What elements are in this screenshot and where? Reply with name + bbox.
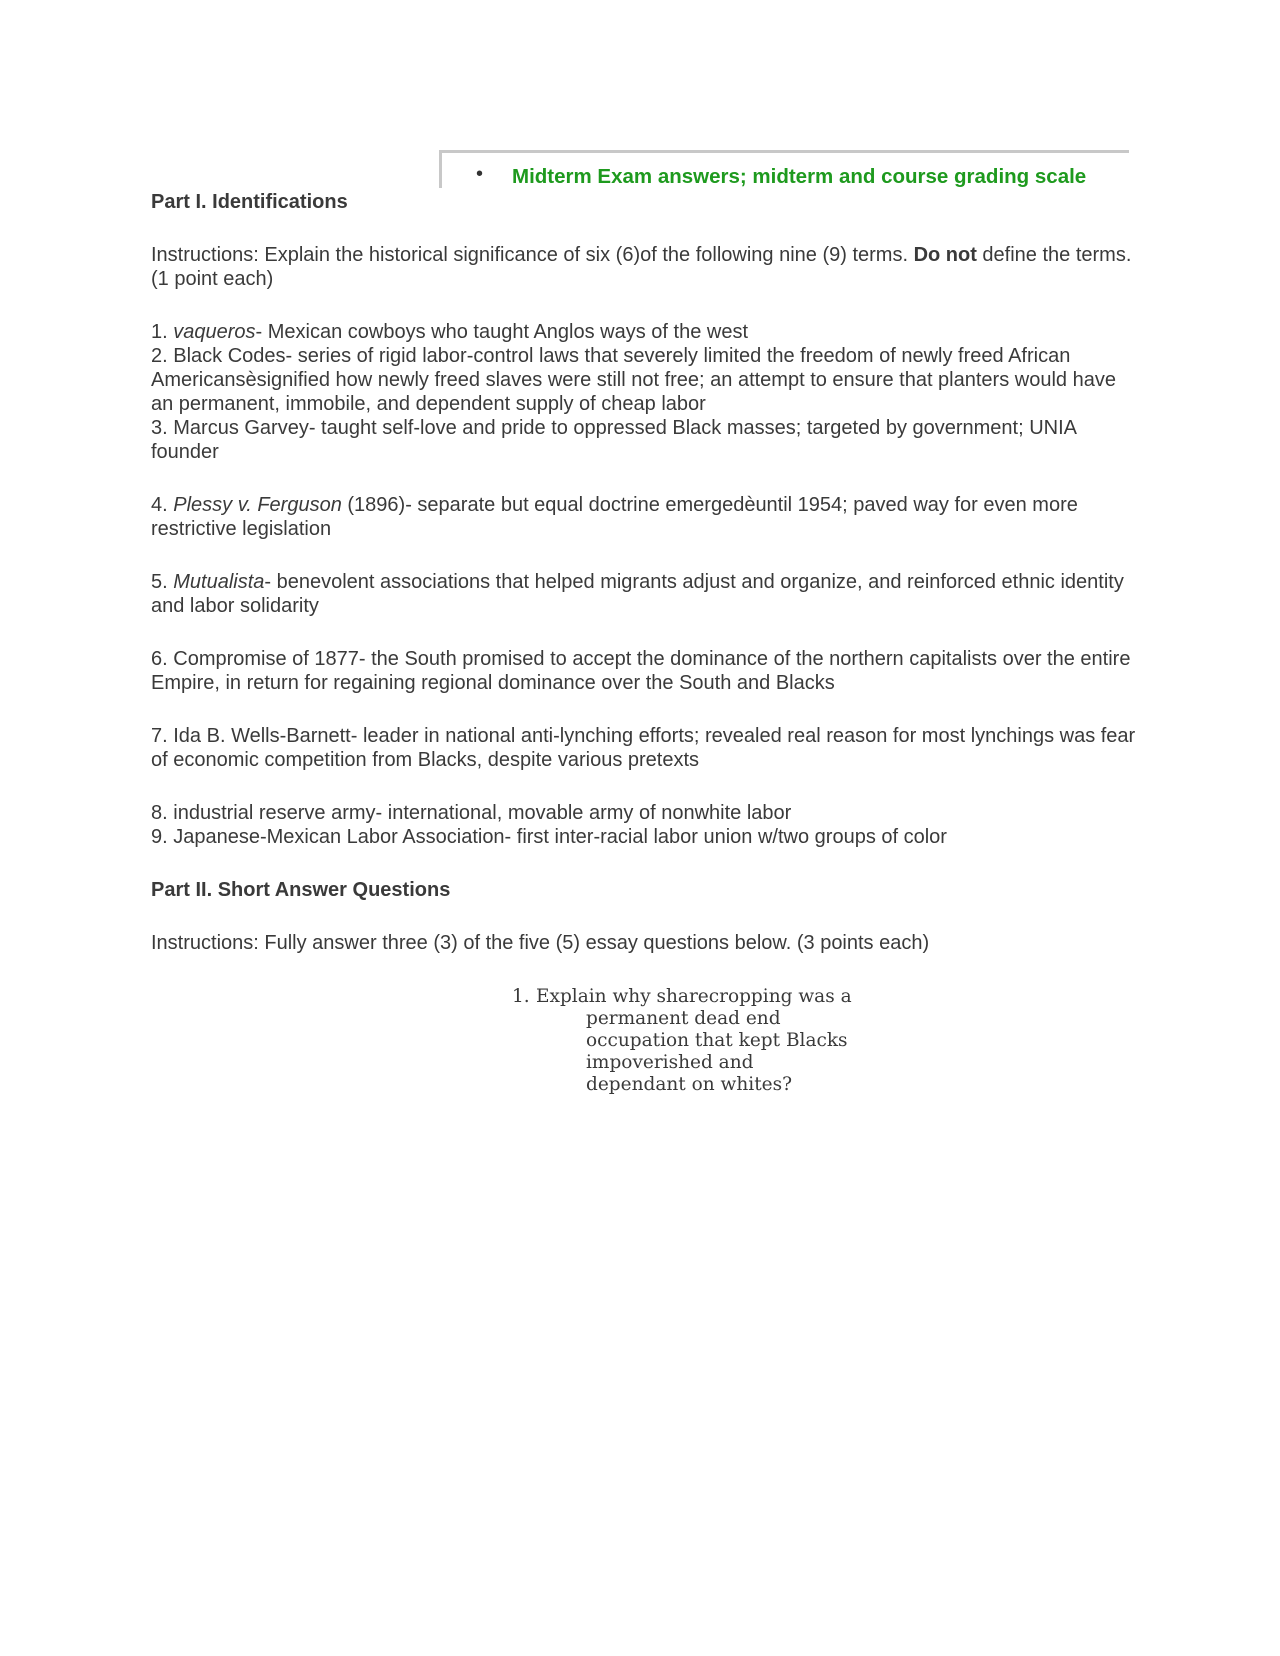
question-number: 1. xyxy=(512,986,530,1007)
exam-content xyxy=(151,190,1141,955)
id-item-2: 2. Black Codes- series of rigid labor-control laws that severely limited the freedom of newly freed African Americansèsignified how newly freed slaves were still not free; an attempt to ensure that planters would have an permanent, immobile, and dependent supply of cheap labor xyxy=(151,345,1116,415)
id-item-6: 6. Compromise of 1877- the South promised to accept the dominance of the northern capitalists over the entire Empire, in return for regaining regional dominance over the South and Blacks xyxy=(151,648,1131,694)
part1-heading: Part I. Identifications xyxy=(151,191,348,213)
id-item-5: 5. Mutualista- benevolent associations that helped migrants adjust and organize, and reinforced ethnic identity and labor solidarity xyxy=(151,571,1124,617)
midterm-answers-link[interactable]: Midterm Exam answers; midterm and course grading scale xyxy=(512,165,1087,188)
id-item-1: 1. vaqueros- Mexican cowboys who taught Anglos ways of the west xyxy=(151,321,749,343)
id-item-9: 9. Japanese-Mexican Labor Association- first inter-racial labor union w/two groups of color xyxy=(151,826,947,848)
question-text: Explain why sharecropping was a permanent dead end occupation that kept Blacks impoverished and dependant on whites? xyxy=(536,986,852,1095)
id-item-7: 7. Ida B. Wells-Barnett- leader in national anti-lynching efforts; revealed real reason for most lynchings was fear of economic competition from Blacks, despite various pretexts xyxy=(151,725,1136,771)
part1-instructions: Instructions: Explain the historical significance of six (6)of the following nine (9) terms. Do not define the terms. (1 point each) xyxy=(151,244,1132,290)
id-item-8: 8. industrial reserve army- international, movable army of nonwhite labor xyxy=(151,802,792,824)
part2-heading: Part II. Short Answer Questions xyxy=(151,879,451,901)
bullet-icon: • xyxy=(476,163,484,185)
part2-instructions: Instructions: Fully answer three (3) of the five (5) essay questions below. (3 points each) xyxy=(151,932,930,954)
link-callout xyxy=(439,150,1129,188)
id-item-4: 4. Plessy v. Ferguson (1896)- separate but equal doctrine emergedèuntil 1954; paved way for even more restrictive legislation xyxy=(151,494,1078,540)
id-item-3: 3. Marcus Garvey- taught self-love and pride to oppressed Black masses; targeted by government; UNIA founder xyxy=(151,417,1076,463)
